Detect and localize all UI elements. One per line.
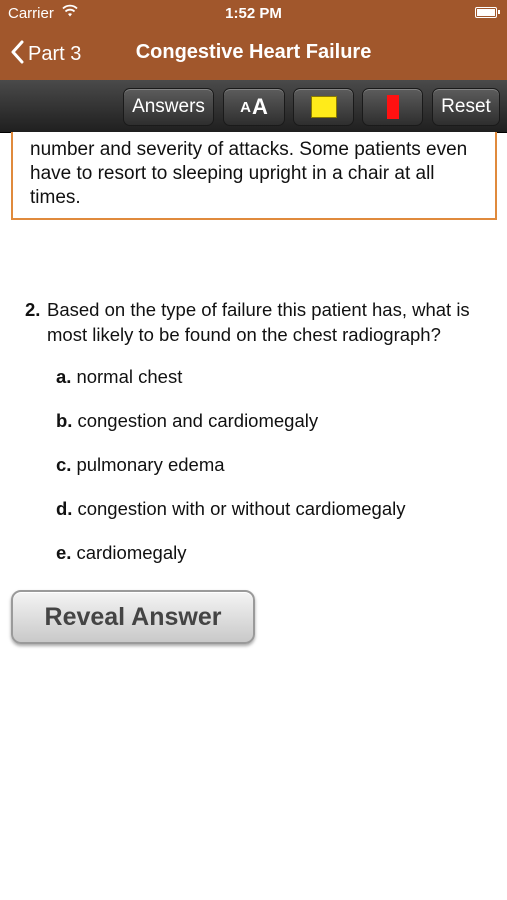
case-passage-text: number and severity of attacks. Some patients even have to resort to sleeping upright in a chair at all times. <box>30 139 468 208</box>
choice-letter: b. <box>56 410 73 431</box>
reveal-answer-label: Reveal Answer <box>44 602 222 631</box>
choice-e[interactable] <box>56 541 496 585</box>
content-area[interactable] <box>0 132 507 900</box>
choice-letter: e. <box>56 542 72 563</box>
font-size-small-letter: A <box>240 98 251 116</box>
choice-text: cardiomegaly <box>76 542 187 563</box>
question-text: Based on the type of failure this patient has, what is most likely to be found on the chest radiograph? <box>47 299 470 345</box>
choice-b[interactable] <box>56 409 496 453</box>
highlight-yellow-button[interactable] <box>293 88 354 126</box>
choice-text: congestion with or without cardiomegaly <box>77 498 406 519</box>
answer-choices <box>56 365 496 585</box>
reset-button-label: Reset <box>441 96 491 117</box>
toolbar <box>0 80 507 133</box>
choice-c[interactable] <box>56 453 496 497</box>
question <box>25 297 495 347</box>
status-bar <box>0 0 507 28</box>
font-size-button[interactable] <box>223 88 285 126</box>
font-size-big-letter: A <box>251 94 268 119</box>
yellow-highlighter-icon <box>311 96 337 118</box>
choice-letter: a. <box>56 366 72 387</box>
choice-text: congestion and cardiomegaly <box>77 410 319 431</box>
choice-letter: d. <box>56 498 73 519</box>
red-highlighter-icon <box>387 95 399 119</box>
case-passage-box <box>11 132 497 220</box>
answers-button[interactable] <box>123 88 214 126</box>
reset-button[interactable] <box>432 88 500 126</box>
choice-text: pulmonary edema <box>76 454 225 475</box>
question-number: 2. <box>25 299 41 320</box>
page-title: Congestive Heart Failure <box>135 41 372 63</box>
choice-a[interactable] <box>56 365 496 409</box>
highlight-red-button[interactable] <box>362 88 423 126</box>
choice-text: normal chest <box>76 366 183 387</box>
carrier-label: Carrier <box>8 5 54 22</box>
choice-d[interactable] <box>56 497 496 541</box>
reveal-answer-button[interactable] <box>11 590 255 644</box>
back-button-label: Part 3 <box>28 42 82 65</box>
status-time: 1:52 PM <box>225 5 282 22</box>
answers-button-label: Answers <box>132 96 205 117</box>
battery-icon <box>475 7 497 18</box>
choice-letter: c. <box>56 454 72 475</box>
navigation-bar <box>0 28 507 80</box>
